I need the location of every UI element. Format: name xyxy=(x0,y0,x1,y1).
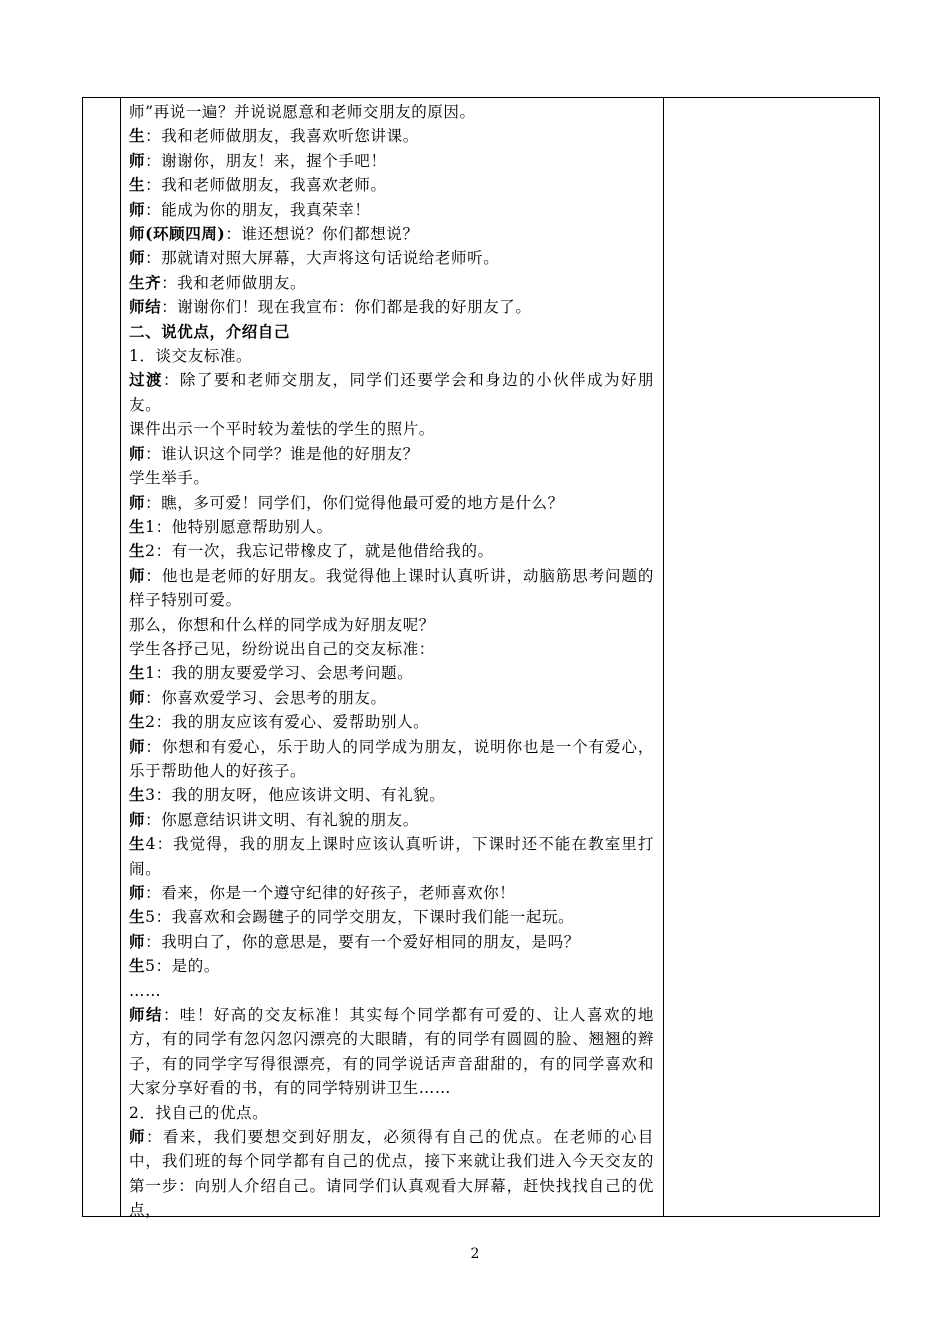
dialogue-line xyxy=(129,710,654,734)
dialogue-line xyxy=(129,539,654,563)
speaker-label: 师 xyxy=(129,883,146,902)
line-text: ：我和老师做朋友，我喜欢听您讲课。 xyxy=(145,127,419,146)
dialogue-line xyxy=(129,149,654,173)
section-heading: 二、说优点，介绍自己 xyxy=(129,321,291,341)
line-text: 1：我的朋友要爱学习、会思考问题。 xyxy=(145,664,414,683)
line-text: ：我和老师做朋友，我喜欢老师。 xyxy=(145,176,387,195)
dialogue-line xyxy=(129,1101,654,1125)
dialogue-line xyxy=(129,344,654,368)
line-text: ：你想和有爱心，乐于助人的同学成为朋友，说明你也是一个有爱心，乐于帮助他人的好孩子。 xyxy=(129,737,654,780)
line-text: 2．找自己的优点。 xyxy=(129,1103,269,1122)
dialogue-line xyxy=(129,198,654,222)
speaker-label: 生 xyxy=(129,712,146,732)
dialogue-line xyxy=(129,954,654,978)
line-text: ：看来，我们要想交到好朋友，必须得有自己的优点。在老师的心目中，我们班的每个同学都有自己的优点，接下来就让我们进入今天交友的第一步：向别人介绍自己。请同学们认真观看大屏幕，赶快找找自己的优点， xyxy=(129,1128,654,1220)
speaker-label: 生 xyxy=(129,516,146,536)
lesson-table xyxy=(82,97,880,1220)
dialogue-line xyxy=(129,686,654,710)
line-text: 2：我的朋友应该有爱心、爱帮助别人。 xyxy=(145,713,430,732)
line-text: ：看来，你是一个遵守纪律的好孩子，老师喜欢你！ xyxy=(145,884,516,902)
dialogue-line xyxy=(129,222,654,246)
line-text: 师”再说一遍？并说说愿意和老师交朋友的原因。 xyxy=(129,103,476,121)
line-text: ：瞧，多可爱！同学们，你们觉得他最可爱的地方是什么？ xyxy=(145,493,564,512)
dialogue-line xyxy=(129,1125,654,1223)
line-text: ：那就请对照大屏幕，大声将这句话说给老师听。 xyxy=(145,249,500,268)
dialogue-line xyxy=(129,661,654,685)
speaker-label: 生 xyxy=(129,956,146,976)
speaker-label: 师 xyxy=(129,248,146,268)
line-text: 课件出示一个平时较为羞怯的学生的照片。 xyxy=(129,420,435,439)
line-text: ：谢谢你，朋友！来，握个手吧！ xyxy=(145,151,387,170)
line-text: ：哇！好高的交友标准！其实每个同学都有可爱的、让人喜欢的地方，有的同学有忽闪忽闪漂亮的大眼睛，有的同学有圆圆的脸、翘翘的辫子，有的同学字写得很漂亮，有的同学说话声音甜甜的，有的同学喜欢和大家分享好看的书，有的同学特别讲卫生…… xyxy=(129,1006,655,1098)
dialogue-line xyxy=(129,564,654,613)
dialogue-line xyxy=(129,881,654,905)
line-text: 4：我觉得，我的朋友上课时应该认真听讲，下课时还不能在教室里打闹。 xyxy=(129,835,654,878)
line-text: ：你喜欢爱学习、会思考的朋友。 xyxy=(145,688,387,707)
speaker-label: 生齐 xyxy=(129,272,162,292)
line-text: ：谁还想说？你们都想说？ xyxy=(225,225,419,244)
line-text: 那么，你想和什么样的同学成为好朋友呢？ xyxy=(129,615,435,634)
notes-column-cell xyxy=(663,98,879,1216)
dialogue-line xyxy=(129,417,654,441)
dialogue-line xyxy=(129,808,654,832)
speaker-label: 生 xyxy=(129,907,146,927)
page-number: 2 xyxy=(470,1246,480,1262)
speaker-label: 师 xyxy=(129,687,146,707)
line-text: 3：我的朋友呀，他应该讲文明、有礼貌。 xyxy=(145,786,446,805)
dialogue-line xyxy=(129,491,654,515)
speaker-label: 师 xyxy=(129,736,146,756)
dialogue-line xyxy=(129,271,654,295)
line-text: …… xyxy=(129,981,162,1000)
left-column-cell xyxy=(83,98,121,1216)
lesson-content-cell xyxy=(121,98,662,1220)
dialogue-line xyxy=(129,466,654,490)
speaker-label: 师 xyxy=(129,150,146,170)
line-text: ：谁认识这个同学？谁是他的好朋友？ xyxy=(145,444,419,463)
speaker-label: 师结 xyxy=(129,1005,163,1025)
dialogue-line xyxy=(129,246,654,270)
line-text: ：能成为你的朋友，我真荣幸！ xyxy=(145,200,371,219)
dialogue-line xyxy=(129,173,654,197)
line-text: ：你愿意结识讲文明、有礼貌的朋友。 xyxy=(145,810,419,829)
dialogue-line xyxy=(129,979,654,1003)
line-text: ：我明白了，你的意思是，要有一个爱好相同的朋友，是吗？ xyxy=(145,932,580,951)
dialogue-line xyxy=(129,832,654,881)
line-text: ：除了要和老师交朋友，同学们还要学会和身边的小伙伴成为好朋友。 xyxy=(129,371,655,414)
line-text: 学生各抒己见，纷纷说出自己的交友标准： xyxy=(129,639,435,658)
dialogue-line xyxy=(129,368,654,417)
speaker-label: 过渡 xyxy=(129,370,163,390)
line-text: 1．谈交友标准。 xyxy=(129,347,253,366)
dialogue-line xyxy=(129,1003,654,1101)
line-text: ：我和老师做朋友。 xyxy=(161,273,307,292)
speaker-label: 师 xyxy=(129,1127,146,1147)
line-text: 2：有一次，我忘记带橡皮了，就是他借给我的。 xyxy=(145,542,494,561)
dialogue-line xyxy=(129,930,654,954)
speaker-label: 生 xyxy=(129,175,146,195)
dialogue-line xyxy=(129,442,654,466)
dialogue-line xyxy=(129,295,654,319)
speaker-label: 师结 xyxy=(129,297,162,317)
dialogue-line xyxy=(129,613,654,637)
dialogue-line xyxy=(129,637,654,661)
line-text: 5：我喜欢和会踢毽子的同学交朋友，下课时我们能一起玩。 xyxy=(145,908,575,927)
line-text: 5：是的。 xyxy=(145,957,220,976)
speaker-label: 生 xyxy=(129,663,146,683)
speaker-label: 生 xyxy=(129,126,146,146)
speaker-label: 生 xyxy=(129,834,146,854)
line-text: 学生举手。 xyxy=(129,469,210,488)
speaker-label: 生 xyxy=(129,541,146,561)
line-text: 1：他特别愿意帮助别人。 xyxy=(145,517,333,536)
dialogue-line xyxy=(129,735,654,784)
speaker-label: 师 xyxy=(129,199,146,219)
speaker-label: 师(环顾四周) xyxy=(129,224,226,244)
line-text: ：他也是老师的好朋友。我觉得他上课时认真听讲，动脑筋思考问题的样子特别可爱。 xyxy=(129,566,654,610)
dialogue-line xyxy=(129,905,654,929)
speaker-label: 生 xyxy=(129,785,146,805)
line-text: ：谢谢你们！现在我宣布：你们都是我的好朋友了。 xyxy=(161,298,532,317)
speaker-label: 师 xyxy=(129,565,146,585)
speaker-label: 师 xyxy=(129,809,146,829)
speaker-label: 师 xyxy=(129,492,146,512)
dialogue-line xyxy=(129,100,654,124)
speaker-label: 师 xyxy=(129,931,146,951)
dialogue-line xyxy=(129,515,654,539)
speaker-label: 师 xyxy=(129,443,146,463)
dialogue-line xyxy=(129,124,654,148)
dialogue-line xyxy=(129,783,654,807)
